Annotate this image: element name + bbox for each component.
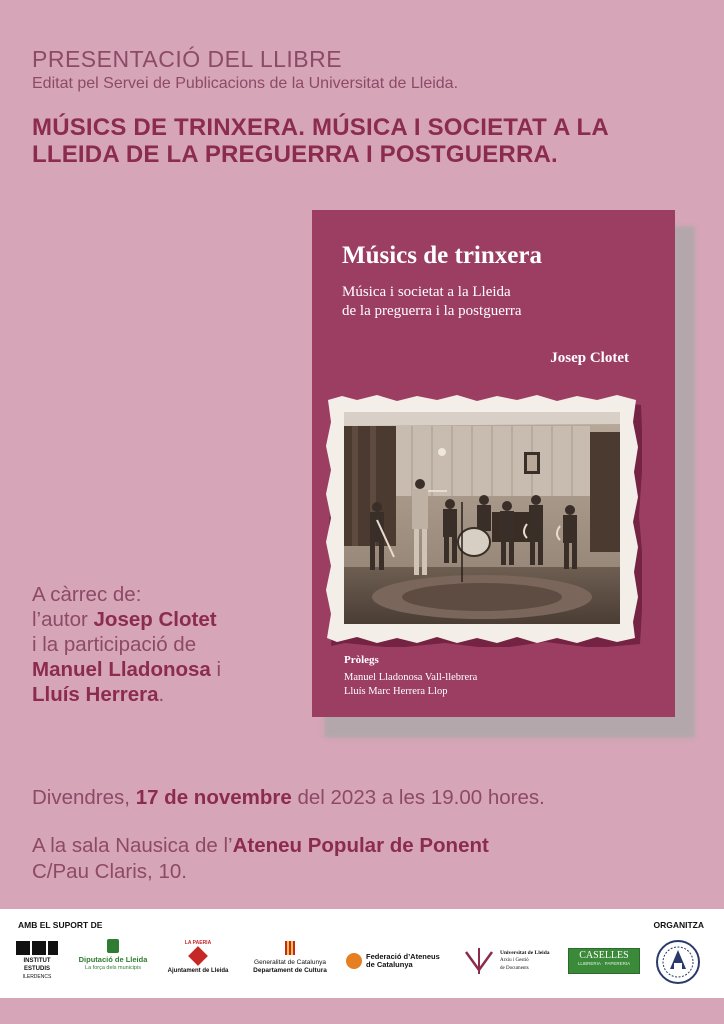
logo-generalitat: Generalitat de Catalunya Departament de Cultura bbox=[242, 941, 338, 981]
title-line-1: MÚSICS DE TRINXERA. MÚSICA I SOCIETAT A LA bbox=[32, 114, 609, 141]
event-address: C/Pau Claris, 10. bbox=[32, 860, 187, 883]
event-time: del 2023 a les 19.00 hores. bbox=[291, 786, 545, 809]
cover-subtitle-line-2: de la preguerra i la postguerra bbox=[342, 303, 522, 319]
speaker-author-line bbox=[32, 607, 217, 632]
title-line-2: LLEIDA DE LA PREGUERRA I POSTGUERRA. bbox=[32, 141, 558, 168]
udl-emblem-icon bbox=[462, 946, 496, 976]
guest-1-line bbox=[32, 657, 221, 682]
prolog-author-1: Manuel Lladonosa Vall-llebrera bbox=[344, 672, 478, 683]
logo-caselles: CASELLES LLIBRERIA · PAPERERIA bbox=[568, 948, 640, 974]
senyera-icon bbox=[285, 941, 295, 955]
author-prefix: l’autor bbox=[32, 608, 94, 631]
venue-prefix: A la sala Nausica de l’ bbox=[32, 834, 233, 857]
logo-iei: INSTITUT ESTUDIS ILERDENCS bbox=[12, 941, 62, 981]
logo-federacio: Federació d’Ateneus de Catalunya bbox=[346, 949, 456, 973]
venue-name: Ateneu Popular de Ponent bbox=[232, 834, 489, 857]
ateneu-emblem-icon bbox=[655, 939, 701, 985]
sponsors-footer bbox=[0, 909, 724, 998]
cover-title: Músics de trinxera bbox=[342, 242, 542, 269]
paeria-emblem-icon bbox=[188, 946, 208, 966]
participation-line: i la participació de bbox=[32, 633, 197, 656]
guest-2-line bbox=[32, 682, 164, 707]
band-photograph bbox=[322, 392, 642, 647]
cover-author: Josep Clotet bbox=[550, 350, 629, 366]
publisher-line: Editat pel Servei de Publicacions de la Universitat de Lleida. bbox=[32, 75, 459, 92]
prologs-label: Pròlegs bbox=[344, 654, 379, 666]
prolog-author-2: Lluís Marc Herrera Llop bbox=[344, 686, 448, 697]
book-cover bbox=[312, 210, 675, 717]
book-title-heading bbox=[32, 114, 712, 168]
organizer-label: ORGANITZA bbox=[653, 920, 704, 930]
guest-2-name: Lluís Herrera bbox=[32, 683, 159, 706]
guest-1-suffix: i bbox=[210, 658, 222, 681]
support-label: AMB EL SUPORT DE bbox=[18, 920, 103, 930]
federacio-circle-icon bbox=[346, 953, 362, 969]
speakers-intro: A càrrec de: bbox=[32, 583, 142, 606]
event-type-heading: PRESENTACIÓ DEL LLIBRE bbox=[32, 46, 343, 72]
cover-subtitle-line-1: Música i societat a la Lleida bbox=[342, 284, 511, 300]
author-name: Josep Clotet bbox=[93, 608, 217, 631]
guest-1-name: Manuel Lladonosa bbox=[32, 658, 211, 681]
logo-diputacio: Diputació de Lleida La força dels municipis bbox=[74, 939, 152, 983]
logo-paeria: LA PAERIA Ajuntament de Lleida bbox=[167, 940, 229, 974]
shield-icon bbox=[107, 939, 119, 953]
event-date: 17 de novembre bbox=[135, 786, 292, 809]
logo-udl: Universitat de Lleida Arxiu i Gestió de Documents bbox=[462, 943, 564, 979]
event-venue-line bbox=[32, 834, 489, 858]
event-date-line bbox=[32, 786, 545, 810]
event-day: Divendres, bbox=[32, 786, 136, 809]
footer-bottom-band bbox=[0, 998, 724, 1024]
guest-2-suffix: . bbox=[158, 683, 165, 706]
